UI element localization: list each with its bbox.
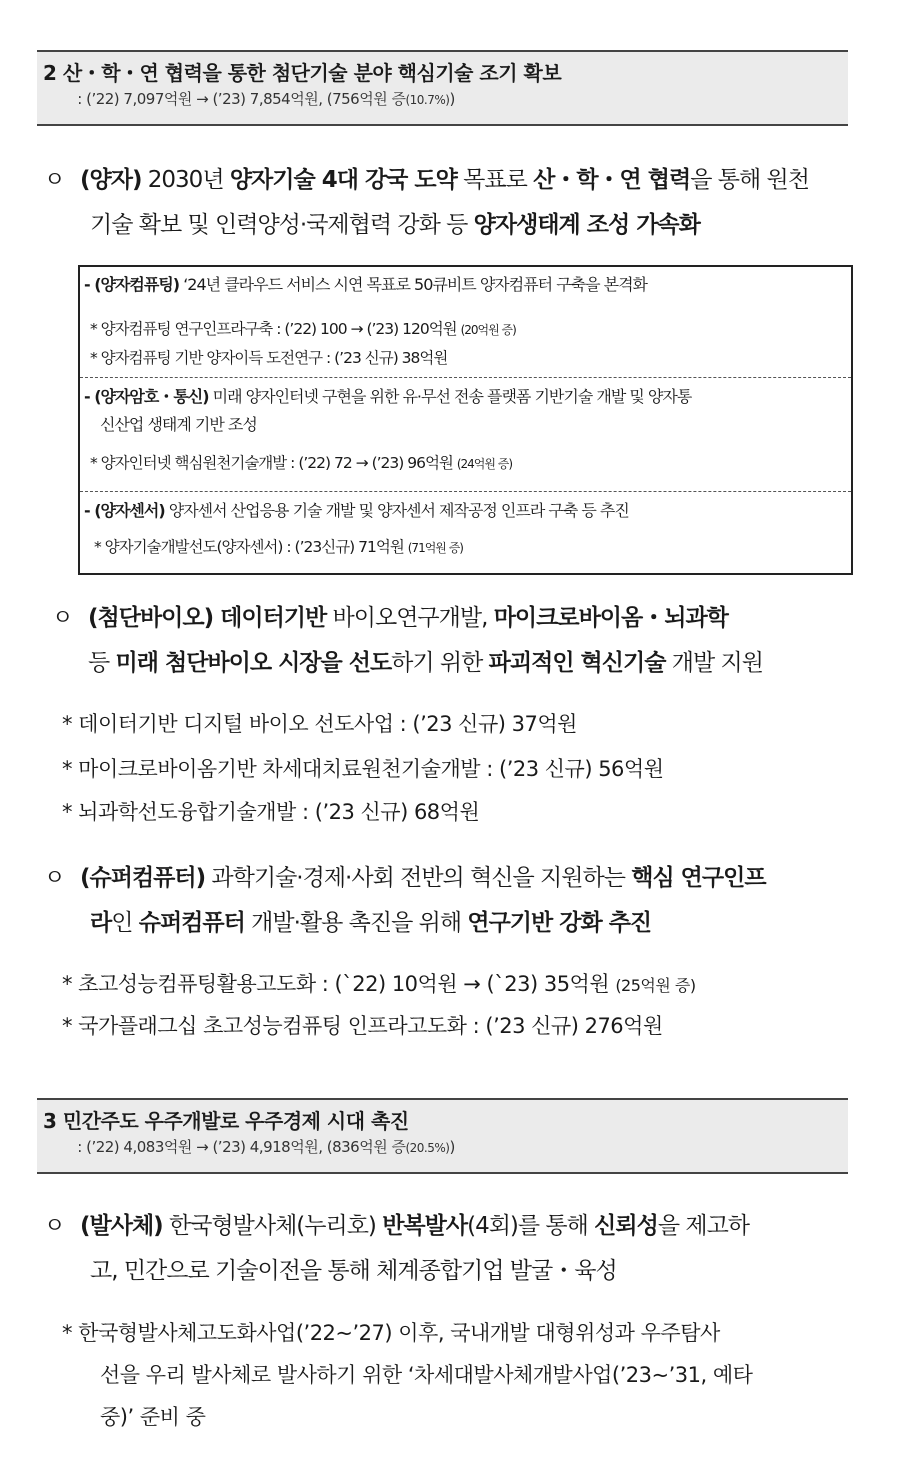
launch-text-4: 고, 민간으로 기술이전을 통해 체계종합기업 발굴・육성 <box>90 1258 617 1284</box>
bio-bold-4: 파괴적인 혁신기술 <box>488 650 666 676</box>
section-3-budget-end: ) <box>449 1138 455 1156</box>
launch-text-3: 을 제고하 <box>657 1213 750 1239</box>
super-text-1: 과학기술·경제·사회 전반의 혁신을 지원하는 <box>205 865 632 891</box>
section-2-budget-pct: (10.7%) <box>405 93 450 107</box>
super-text-2: 인 <box>111 910 139 936</box>
quantum-comm-label: - (양자암호・통신) <box>84 387 209 406</box>
dashed-divider <box>80 491 851 492</box>
launch-note-line-2: 선을 우리 발사체로 발사하기 위한 ‘차세대발사체개발사업(’23∼’31, 예타 <box>100 1363 753 1387</box>
quantum-bold-2: 산・학・연 협력 <box>533 167 691 193</box>
quantum-comm-block <box>80 383 851 478</box>
quantum-comm-note-1 <box>80 449 851 478</box>
bio-bold-2: 마이크로바이옴・뇌과학 <box>493 605 728 631</box>
launch-bold-2: 신뢰성 <box>594 1213 658 1239</box>
section-3-title: 3 민간주도 우주개발로 우주경제 시대 촉진 <box>43 1109 409 1133</box>
quantum-text-2: 목표로 <box>456 167 534 193</box>
note-small: (20억원 증) <box>460 323 516 337</box>
quantum-text-3: 을 통해 원천 <box>690 167 809 193</box>
quantum-detail-box <box>78 265 853 575</box>
launch-text-1: 한국형발사체(누리호) <box>162 1213 383 1239</box>
bio-note-2: * 마이크로바이옴기반 차세대치료원천기술개발 : (’23 신규) 56억원 <box>62 757 664 781</box>
note-main: * 양자인터넷 핵심원천기술개발 : (’22) 72 → (’23) 96억원 <box>90 454 457 472</box>
quantum-paragraph <box>44 158 864 247</box>
quantum-computing-block <box>80 271 851 372</box>
super-text-3: 개발·활용 촉진을 위해 <box>244 910 468 936</box>
note-main: * 양자컴퓨팅 연구인프라구축 : (’22) 100 → (’23) 120억원 <box>90 320 461 338</box>
bio-bold-1: 데이터기반 <box>213 605 327 631</box>
quantum-label: (양자) <box>80 167 142 193</box>
quantum-comm-text-2: 신산업 생태계 기반 조성 <box>100 415 257 434</box>
launch-bold-1: 반복발사 <box>382 1213 468 1239</box>
quantum-computing-note-2: * 양자컴퓨팅 기반 양자이득 도전연구 : (’23 신규) 38억원 <box>90 349 448 367</box>
quantum-sensor-note-1 <box>80 533 851 562</box>
super-bold-2: 라 <box>90 910 112 936</box>
bio-text-4: 개발 지원 <box>665 650 763 676</box>
bio-text-3: 하기 위한 <box>391 650 489 676</box>
section-3-budget <box>43 1136 848 1159</box>
quantum-sensor-label: - (양자센서) <box>84 501 165 520</box>
super-note-2: * 국가플래그십 초고성능컴퓨팅 인프라고도화 : (’23 신규) 276억원 <box>62 1014 663 1038</box>
bullet-circle: ㅇ <box>52 606 73 631</box>
note-small: (71억원 증) <box>407 541 463 555</box>
note-small: (25억원 증) <box>615 976 696 995</box>
section-2-header <box>37 50 848 126</box>
bio-text-1: 바이오연구개발, <box>326 605 494 631</box>
bullet-circle: ㅇ <box>44 1214 65 1239</box>
launch-note-1 <box>62 1312 862 1438</box>
dashed-divider <box>80 377 851 378</box>
quantum-text-1: 2030년 <box>141 167 230 193</box>
section-2-budget-end: ) <box>449 90 455 108</box>
super-paragraph <box>44 856 874 945</box>
quantum-sensor-block <box>80 497 851 562</box>
section-2-title: 2 산・학・연 협력을 통한 첨단기술 분야 핵심기술 조기 확보 <box>43 61 562 85</box>
bio-note-1: * 데이터기반 디지털 바이오 선도사업 : (’23 신규) 37억원 <box>62 712 577 736</box>
section-2-budget-main: : (’22) 7,097억원 → (’23) 7,854억원, (756억원 증 <box>73 90 406 108</box>
launch-paragraph <box>44 1204 874 1293</box>
bullet-circle: ㅇ <box>44 866 65 891</box>
quantum-text-4: 기술 확보 및 인력양성·국제협력 강화 등 <box>90 212 474 238</box>
section-3-header <box>37 1098 848 1174</box>
bio-label: (첨단바이오) <box>88 605 214 631</box>
note-main: * 양자기술개발선도(양자센서) : (’23신규) 71억원 <box>94 538 408 556</box>
launch-label: (발사체) <box>80 1213 163 1239</box>
quantum-computing-note-1 <box>80 315 851 344</box>
bullet-circle: ㅇ <box>44 168 65 193</box>
section-3-budget-main: : (’22) 4,083억원 → (’23) 4,918억원, (836억원 증 <box>73 1138 406 1156</box>
quantum-sensor-text: 양자센서 산업응용 기술 개발 및 양자센서 제작공정 인프라 구축 등 추진 <box>164 501 629 520</box>
section-3-budget-pct: (20.5%) <box>405 1141 450 1155</box>
super-bold-1: 핵심 연구인프 <box>631 865 766 891</box>
launch-text-2: (4회)를 통해 <box>467 1213 595 1239</box>
quantum-comm-text: 미래 양자인터넷 구현을 위한 유·무선 전송 플랫폼 기반기술 개발 및 양자통 <box>208 387 692 406</box>
bio-text-2: 등 <box>88 650 116 676</box>
quantum-bold-3: 양자생태계 조성 가속화 <box>473 212 700 238</box>
note-main: * 초고성능컴퓨팅활용고도화 : (`22) 10억원 → (`23) 35억원 <box>62 972 616 996</box>
super-note-1 <box>62 964 696 1006</box>
bio-bold-3: 미래 첨단바이오 시장을 선도 <box>115 650 392 676</box>
launch-note-line-1: * 한국형발사체고도화사업(’22∼’27) 이후, 국내개발 대형위성과 우주탐사 <box>62 1321 720 1345</box>
quantum-bold-1: 양자기술 4대 강국 도약 <box>229 167 457 193</box>
super-label: (슈퍼컴퓨터) <box>80 865 206 891</box>
super-bold-3: 슈퍼컴퓨터 <box>138 910 245 936</box>
note-small: (24억원 증) <box>456 457 513 471</box>
bio-note-3: * 뇌과학선도융합기술개발 : (’23 신규) 68억원 <box>62 800 480 824</box>
section-2-budget <box>43 88 848 111</box>
quantum-computing-text: ‘24년 클라우드 서비스 시연 목표로 50큐비트 양자컴퓨터 구축을 본격화 <box>179 275 648 294</box>
super-bold-4: 연구기반 강화 추진 <box>467 910 652 936</box>
bio-paragraph <box>52 596 872 685</box>
quantum-computing-label: - (양자컴퓨팅) <box>84 275 180 294</box>
launch-note-line-3: 중)’ 준비 중 <box>100 1405 206 1429</box>
